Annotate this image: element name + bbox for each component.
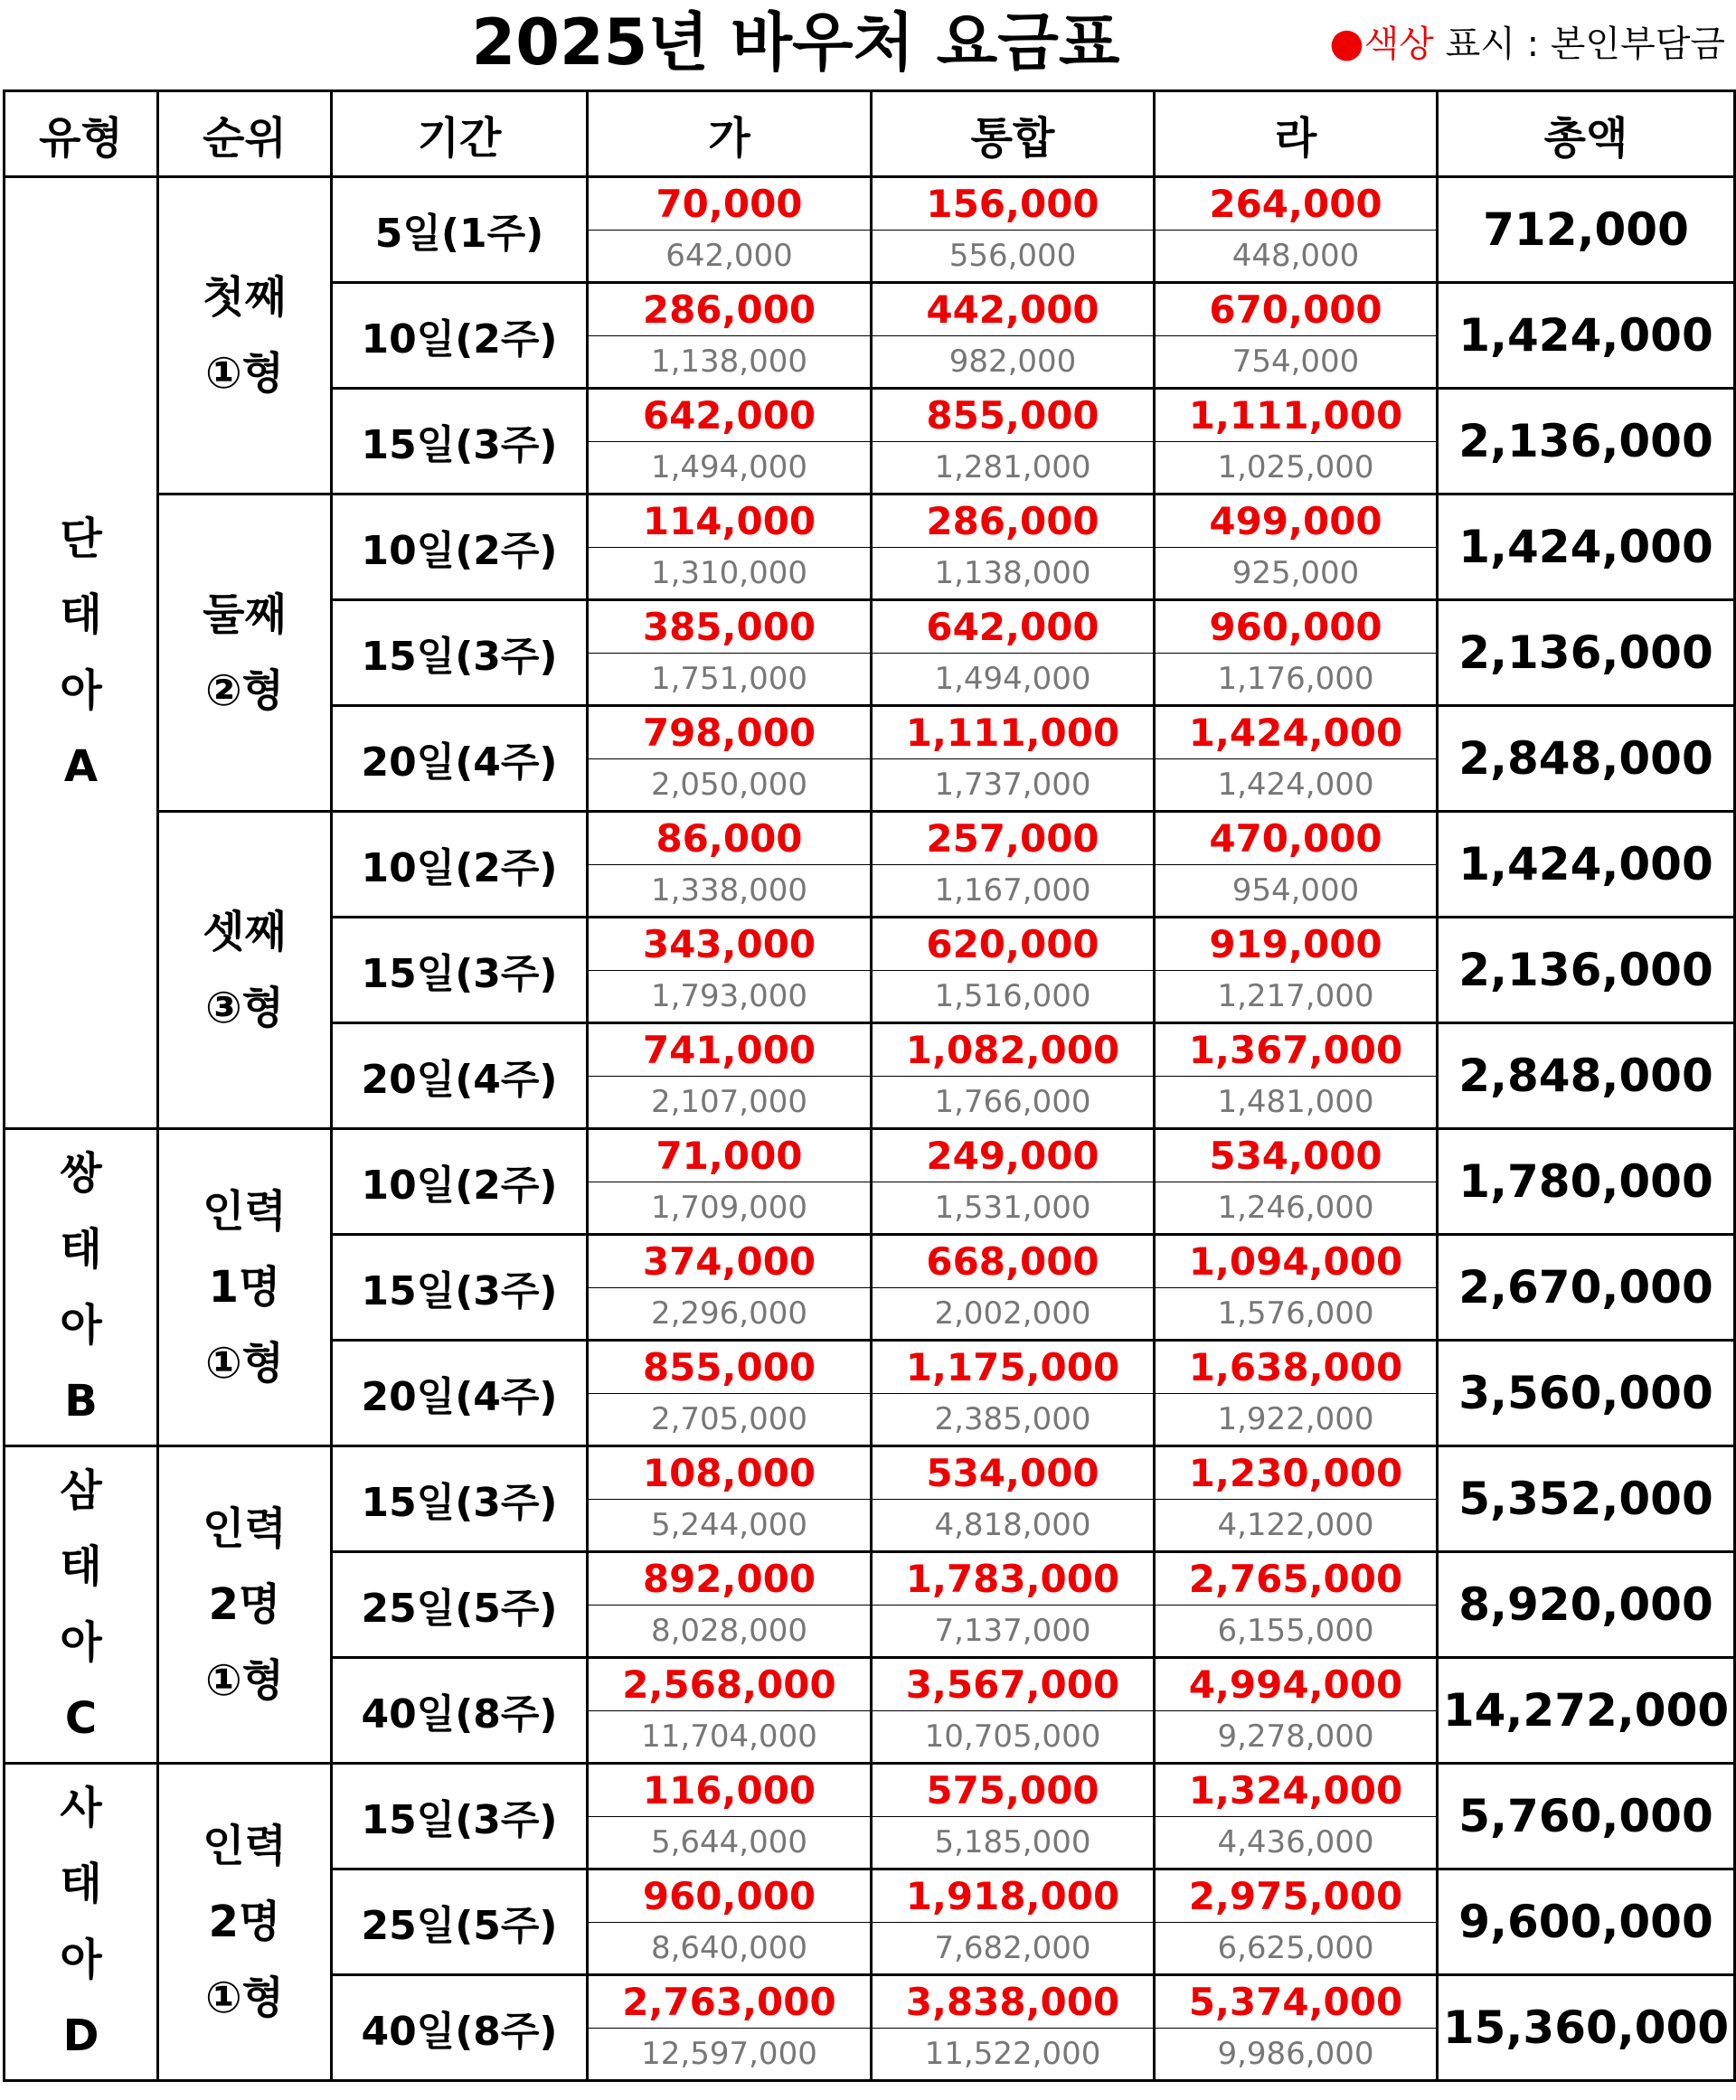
header-period: 기간 [332,91,588,177]
period-cell: 10일(2주) [332,1129,588,1235]
type-label-char: 아 [60,1617,102,1668]
rank-label-line: ①형 [204,1655,284,1706]
subsidy-tonghap: 4,818,000 [872,1500,1155,1552]
period-cell: 15일(3주) [332,1764,588,1869]
period-cell: 40일(8주) [332,1975,588,2081]
header-rank: 순위 [158,91,332,177]
header-ga: 가 [588,91,872,177]
subsidy-ga: 1,793,000 [588,971,872,1023]
self-pay-ra: 534,000 [1155,1129,1438,1182]
self-pay-ra: 670,000 [1155,283,1438,336]
total-cell: 2,670,000 [1438,1235,1735,1341]
self-pay-ra: 264,000 [1155,177,1438,231]
subsidy-tonghap: 1,281,000 [872,442,1155,494]
self-pay-ra: 2,975,000 [1155,1869,1438,1923]
subsidy-ga: 5,244,000 [588,1500,872,1552]
rank-label-line: ①형 [204,1973,284,2023]
total-cell: 1,780,000 [1438,1129,1735,1235]
period-cell: 15일(3주) [332,1235,588,1341]
self-pay-ra: 960,000 [1155,600,1438,654]
header-row [5,91,1735,177]
type-label-char: 태 [60,1224,102,1275]
self-pay-ga: 108,000 [588,1446,872,1500]
type-label-char: A [63,741,99,792]
rank-label-line: 둘째 [203,589,287,640]
subsidy-tonghap: 982,000 [872,336,1155,389]
rank-label-line: 셋째 [203,907,287,957]
self-pay-tonghap: 534,000 [872,1446,1155,1500]
self-pay-ra: 1,094,000 [1155,1235,1438,1288]
total-cell: 8,920,000 [1438,1552,1735,1658]
subsidy-tonghap: 7,137,000 [872,1606,1155,1658]
rank-cell [158,1446,332,1764]
header-total: 총액 [1438,91,1735,177]
legend-colored-word: 색상 [1363,24,1434,65]
self-pay-ga: 892,000 [588,1552,872,1606]
subsidy-ga: 1,138,000 [588,336,872,389]
total-cell: 14,272,000 [1438,1658,1735,1764]
type-label-char: 아 [60,1300,102,1351]
self-pay-tonghap: 249,000 [872,1129,1155,1182]
subsidy-ra: 4,436,000 [1155,1817,1438,1869]
rank-label-line: 2명 [208,1579,281,1630]
table-row [5,812,1735,865]
rank-label-line: 1명 [208,1262,281,1313]
subsidy-ga: 5,644,000 [588,1817,872,1869]
self-pay-tonghap: 620,000 [872,918,1155,971]
period-cell: 10일(2주) [332,283,588,389]
rank-label-line: 첫째 [203,272,287,323]
self-pay-ra: 1,324,000 [1155,1764,1438,1817]
rank-label-line: 인력 [203,1821,287,1871]
total-cell: 1,424,000 [1438,812,1735,918]
total-cell: 15,360,000 [1438,1975,1735,2081]
rank-cell [158,1129,332,1446]
self-pay-ra: 1,230,000 [1155,1446,1438,1500]
self-pay-ra: 470,000 [1155,812,1438,865]
subsidy-tonghap: 2,002,000 [872,1288,1155,1341]
table-row [5,177,1735,231]
self-pay-tonghap: 3,838,000 [872,1975,1155,2029]
self-pay-ga: 855,000 [588,1341,872,1394]
total-cell: 712,000 [1438,177,1735,283]
type-label-char: 삼 [60,1465,102,1516]
subsidy-ga: 8,640,000 [588,1923,872,1975]
subsidy-ra: 954,000 [1155,865,1438,918]
subsidy-ra: 4,122,000 [1155,1500,1438,1552]
subsidy-tonghap: 5,185,000 [872,1817,1155,1869]
period-cell: 10일(2주) [332,494,588,600]
type-label-char: 단 [60,513,102,564]
self-pay-ga: 70,000 [588,177,872,231]
type-label-char: 태 [60,589,102,640]
period-cell: 20일(4주) [332,1341,588,1446]
self-pay-tonghap: 442,000 [872,283,1155,336]
self-pay-ga: 960,000 [588,1869,872,1923]
subsidy-tonghap: 1,531,000 [872,1182,1155,1235]
type-label-char: 아 [60,665,102,716]
red-dot-icon: ● [1329,20,1364,66]
total-cell: 1,424,000 [1438,494,1735,600]
type-label-char: 쌍 [60,1148,102,1199]
self-pay-tonghap: 575,000 [872,1764,1155,1817]
subsidy-tonghap: 11,522,000 [872,2029,1155,2081]
self-pay-ra: 2,765,000 [1155,1552,1438,1606]
subsidy-tonghap: 1,516,000 [872,971,1155,1023]
total-cell: 9,600,000 [1438,1869,1735,1975]
rank-label-line: ①형 [204,1338,284,1389]
period-cell: 15일(3주) [332,600,588,706]
type-label-char: B [64,1376,98,1427]
self-pay-ga: 343,000 [588,918,872,971]
subsidy-ra: 1,176,000 [1155,654,1438,706]
total-cell: 5,760,000 [1438,1764,1735,1869]
subsidy-tonghap: 7,682,000 [872,1923,1155,1975]
table-row [5,1764,1735,1817]
subsidy-ra: 1,246,000 [1155,1182,1438,1235]
subsidy-ga: 2,107,000 [588,1077,872,1129]
self-pay-tonghap: 257,000 [872,812,1155,865]
period-cell: 15일(3주) [332,918,588,1023]
subsidy-tonghap: 1,737,000 [872,759,1155,812]
total-cell: 2,848,000 [1438,706,1735,812]
self-pay-ra: 499,000 [1155,494,1438,548]
self-pay-ga: 286,000 [588,283,872,336]
self-pay-ga: 642,000 [588,389,872,442]
self-pay-ra: 1,367,000 [1155,1023,1438,1077]
table-row [5,1446,1735,1500]
rank-label-line: 인력 [203,1186,287,1237]
subsidy-ga: 642,000 [588,231,872,283]
total-cell: 5,352,000 [1438,1446,1735,1552]
period-cell: 15일(3주) [332,389,588,494]
self-pay-ra: 4,994,000 [1155,1658,1438,1711]
subsidy-ra: 1,025,000 [1155,442,1438,494]
self-pay-ga: 86,000 [588,812,872,865]
subsidy-ra: 754,000 [1155,336,1438,389]
subsidy-ga: 1,310,000 [588,548,872,600]
subsidy-ra: 9,278,000 [1155,1711,1438,1764]
subsidy-ra: 1,217,000 [1155,971,1438,1023]
self-pay-ga: 741,000 [588,1023,872,1077]
type-label-char: C [64,1693,98,1744]
self-pay-tonghap: 1,111,000 [872,706,1155,759]
subsidy-ra: 448,000 [1155,231,1438,283]
self-pay-ga: 798,000 [588,706,872,759]
self-pay-ga: 2,568,000 [588,1658,872,1711]
subsidy-ga: 1,494,000 [588,442,872,494]
subsidy-tonghap: 1,766,000 [872,1077,1155,1129]
total-cell: 2,136,000 [1438,918,1735,1023]
type-cell [5,1764,158,2081]
self-pay-tonghap: 1,783,000 [872,1552,1155,1606]
subsidy-ga: 11,704,000 [588,1711,872,1764]
total-cell: 2,136,000 [1438,389,1735,494]
subsidy-ra: 9,986,000 [1155,2029,1438,2081]
subsidy-ra: 1,576,000 [1155,1288,1438,1341]
rank-label-line: 인력 [203,1503,287,1554]
subsidy-tonghap: 1,138,000 [872,548,1155,600]
type-label-char: 사 [60,1783,102,1833]
type-cell [5,1129,158,1446]
period-cell: 25일(5주) [332,1869,588,1975]
period-cell: 20일(4주) [332,1023,588,1129]
self-pay-tonghap: 1,082,000 [872,1023,1155,1077]
rank-cell [158,494,332,812]
subsidy-ga: 2,296,000 [588,1288,872,1341]
self-pay-ra: 5,374,000 [1155,1975,1438,2029]
rank-cell [158,812,332,1129]
period-cell: 40일(8주) [332,1658,588,1764]
table-body [5,177,1735,2081]
header-ra: 라 [1155,91,1438,177]
legend-text: 표시 : 본인부담금 [1433,24,1725,65]
subsidy-ra: 6,155,000 [1155,1606,1438,1658]
self-pay-ga: 385,000 [588,600,872,654]
voucher-fee-table [3,89,1736,2082]
subsidy-ra: 1,922,000 [1155,1394,1438,1446]
rank-label-line: ②형 [204,665,284,716]
self-pay-tonghap: 642,000 [872,600,1155,654]
total-cell: 2,848,000 [1438,1023,1735,1129]
rank-cell [158,177,332,494]
subsidy-tonghap: 1,494,000 [872,654,1155,706]
rank-label-line: 2명 [208,1897,281,1947]
self-pay-tonghap: 855,000 [872,389,1155,442]
self-pay-ra: 1,424,000 [1155,706,1438,759]
period-cell: 20일(4주) [332,706,588,812]
self-pay-tonghap: 3,567,000 [872,1658,1155,1711]
page-title: 2025년 바우처 요금표 [471,5,1120,80]
rank-label-line: ③형 [204,983,284,1033]
self-pay-ga: 71,000 [588,1129,872,1182]
period-cell: 25일(5주) [332,1552,588,1658]
period-cell: 15일(3주) [332,1446,588,1552]
header-type: 유형 [5,91,158,177]
rank-label-line: ①형 [204,348,284,399]
subsidy-ga: 1,709,000 [588,1182,872,1235]
subsidy-tonghap: 2,385,000 [872,1394,1155,1446]
period-cell: 5일(1주) [332,177,588,283]
total-cell: 1,424,000 [1438,283,1735,389]
self-pay-tonghap: 668,000 [872,1235,1155,1288]
type-cell [5,177,158,1129]
self-pay-ga: 116,000 [588,1764,872,1817]
self-pay-tonghap: 1,918,000 [872,1869,1155,1923]
self-pay-tonghap: 156,000 [872,177,1155,231]
self-pay-ra: 1,638,000 [1155,1341,1438,1394]
type-label-char: 태 [60,1859,102,1909]
subsidy-ga: 2,705,000 [588,1394,872,1446]
subsidy-ra: 6,625,000 [1155,1923,1438,1975]
self-pay-ra: 919,000 [1155,918,1438,971]
table-row [5,494,1735,548]
subsidy-ga: 1,751,000 [588,654,872,706]
self-pay-ga: 114,000 [588,494,872,548]
type-label-char: 태 [60,1541,102,1592]
self-pay-ga: 2,763,000 [588,1975,872,2029]
self-pay-ga: 374,000 [588,1235,872,1288]
subsidy-tonghap: 556,000 [872,231,1155,283]
type-label-char: D [62,2011,99,2061]
self-pay-tonghap: 1,175,000 [872,1341,1155,1394]
header-tonghap: 통합 [872,91,1155,177]
total-cell: 2,136,000 [1438,600,1735,706]
type-cell [5,1446,158,1764]
color-legend [1329,0,1725,86]
subsidy-tonghap: 1,167,000 [872,865,1155,918]
subsidy-ga: 12,597,000 [588,2029,872,2081]
type-label-char: 아 [60,1935,102,1985]
subsidy-tonghap: 10,705,000 [872,1711,1155,1764]
subsidy-ga: 2,050,000 [588,759,872,812]
self-pay-tonghap: 286,000 [872,494,1155,548]
table-row [5,1129,1735,1182]
subsidy-ra: 1,424,000 [1155,759,1438,812]
subsidy-ra: 1,481,000 [1155,1077,1438,1129]
total-cell: 3,560,000 [1438,1341,1735,1446]
rank-cell [158,1764,332,2081]
period-cell: 10일(2주) [332,812,588,918]
subsidy-ga: 8,028,000 [588,1606,872,1658]
subsidy-ga: 1,338,000 [588,865,872,918]
subsidy-ra: 925,000 [1155,548,1438,600]
self-pay-ra: 1,111,000 [1155,389,1438,442]
